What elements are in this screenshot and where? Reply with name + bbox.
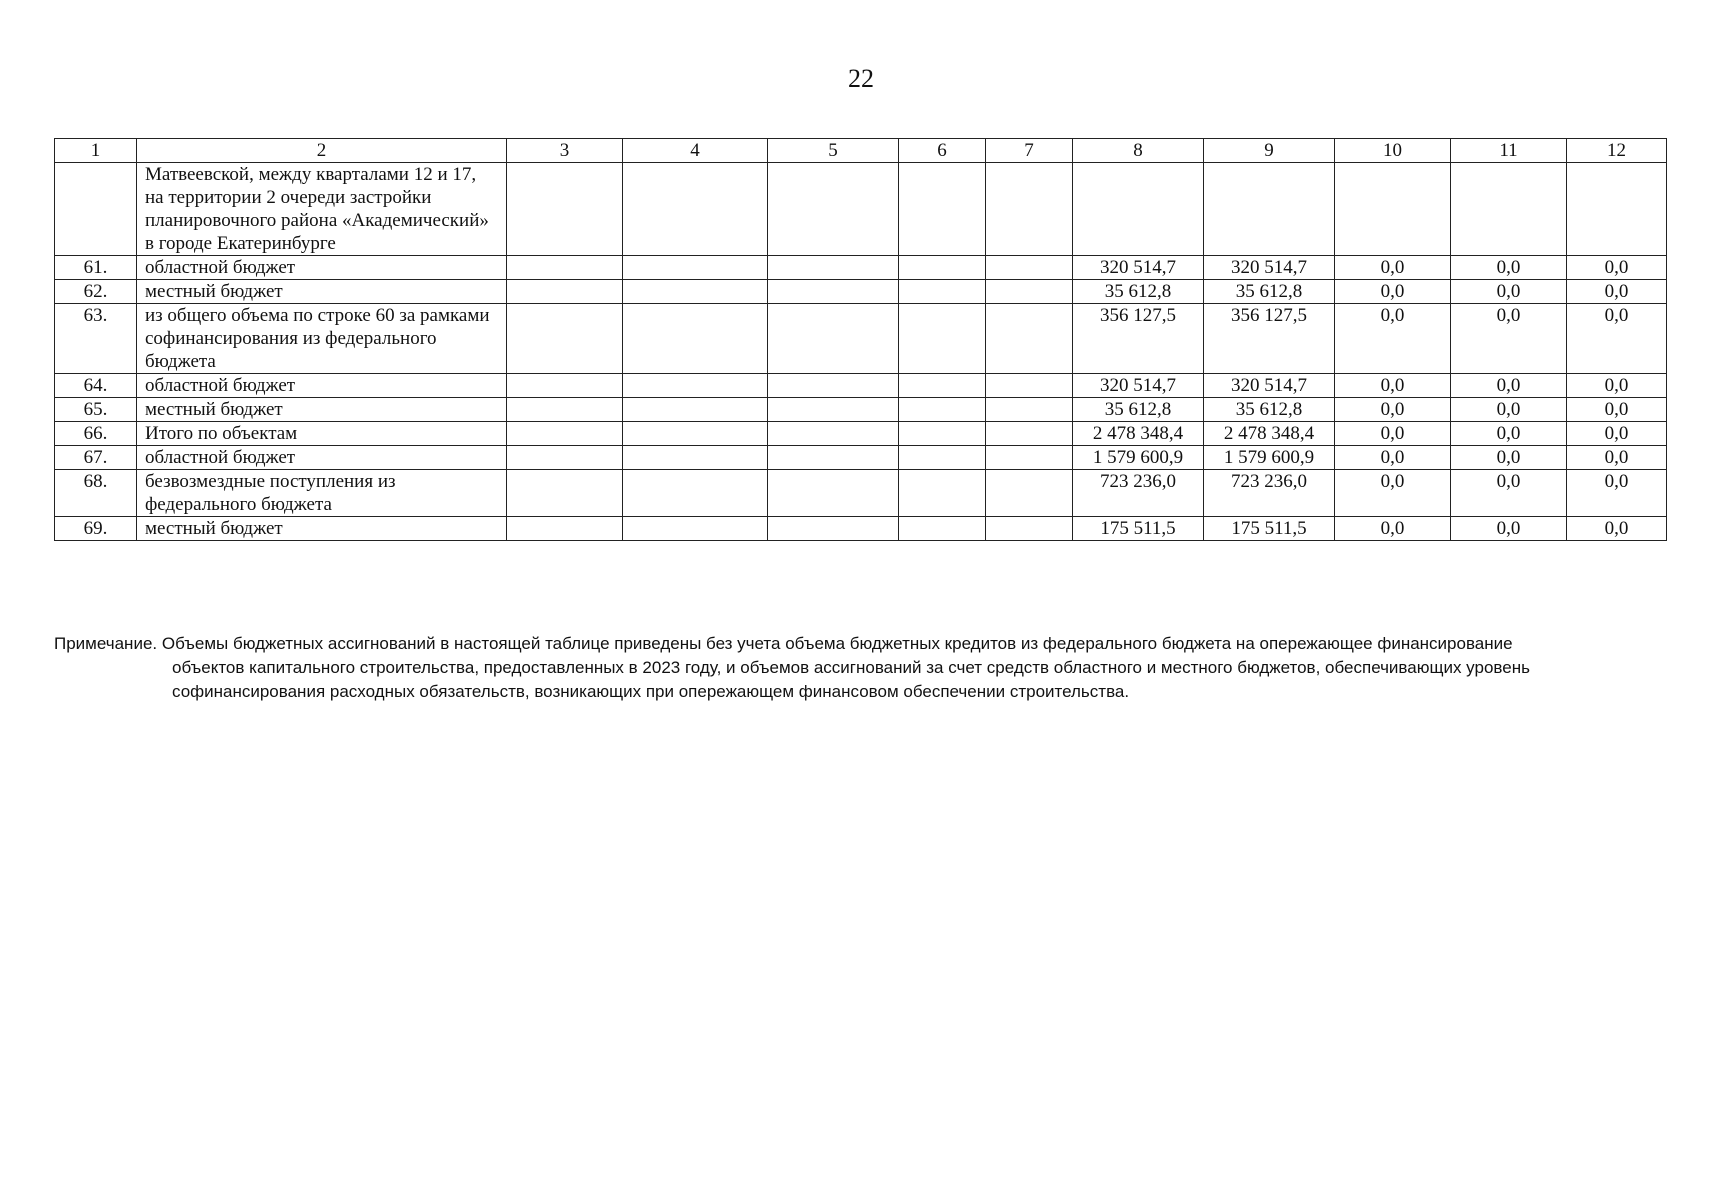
column-header: 9 <box>1204 139 1335 163</box>
value-cell: 2 478 348,4 <box>1204 422 1335 446</box>
page-number: 22 <box>848 64 874 93</box>
table-row <box>55 256 1667 280</box>
value-cell <box>507 280 623 304</box>
table-row <box>55 304 1667 374</box>
column-header: 10 <box>1335 139 1451 163</box>
value-cell: 320 514,7 <box>1073 256 1204 280</box>
value-cell: 0,0 <box>1567 280 1667 304</box>
value-cell: 0,0 <box>1567 446 1667 470</box>
budget-table <box>54 138 1667 541</box>
value-cell: 175 511,5 <box>1073 517 1204 541</box>
value-cell <box>899 256 986 280</box>
value-cell <box>507 446 623 470</box>
value-cell <box>507 256 623 280</box>
value-cell <box>899 446 986 470</box>
column-header: 5 <box>768 139 899 163</box>
value-cell: 0,0 <box>1451 398 1567 422</box>
value-cell <box>623 470 768 517</box>
value-cell: 356 127,5 <box>1204 304 1335 374</box>
row-number: 63. <box>55 304 137 374</box>
value-cell: 0,0 <box>1567 470 1667 517</box>
value-cell: 0,0 <box>1335 446 1451 470</box>
row-label: безвозмездные поступления из федерального бюджета <box>137 470 507 517</box>
column-header: 6 <box>899 139 986 163</box>
value-cell: 320 514,7 <box>1204 256 1335 280</box>
table-row <box>55 446 1667 470</box>
value-cell <box>1073 163 1204 256</box>
value-cell: 175 511,5 <box>1204 517 1335 541</box>
value-cell: 320 514,7 <box>1073 374 1204 398</box>
value-cell <box>623 280 768 304</box>
value-cell: 0,0 <box>1335 374 1451 398</box>
row-label: Матвеевской, между кварталами 12 и 17, на территории 2 очереди застройки планировочного района «Академический» в городе Екатеринбурге <box>137 163 507 256</box>
value-cell: 0,0 <box>1451 280 1567 304</box>
value-cell <box>768 470 899 517</box>
column-header: 4 <box>623 139 768 163</box>
value-cell <box>1451 163 1567 256</box>
table-row <box>55 398 1667 422</box>
value-cell <box>986 470 1073 517</box>
value-cell <box>507 163 623 256</box>
column-header: 11 <box>1451 139 1567 163</box>
value-cell <box>986 280 1073 304</box>
value-cell <box>507 304 623 374</box>
footnote-label: Примечание. <box>54 634 158 653</box>
column-header: 8 <box>1073 139 1204 163</box>
value-cell <box>899 470 986 517</box>
value-cell <box>899 304 986 374</box>
value-cell <box>986 163 1073 256</box>
value-cell <box>623 163 768 256</box>
column-header: 1 <box>55 139 137 163</box>
value-cell <box>507 374 623 398</box>
value-cell <box>986 422 1073 446</box>
value-cell: 35 612,8 <box>1073 398 1204 422</box>
value-cell: 0,0 <box>1335 280 1451 304</box>
row-number: 66. <box>55 422 137 446</box>
value-cell <box>768 374 899 398</box>
value-cell <box>1567 163 1667 256</box>
value-cell: 0,0 <box>1567 422 1667 446</box>
row-label: из общего объема по строке 60 за рамками софинансирования из федерального бюджета <box>137 304 507 374</box>
value-cell <box>1204 163 1335 256</box>
column-header: 3 <box>507 139 623 163</box>
value-cell: 0,0 <box>1451 422 1567 446</box>
footnote-line: объектов капитального строительства, предоставленных в 2023 году, и объемов ассигнований за счет средств областного и местного бюджетов, обеспечивающих уровень <box>172 658 1530 677</box>
value-cell <box>623 422 768 446</box>
row-number: 61. <box>55 256 137 280</box>
value-cell: 0,0 <box>1335 304 1451 374</box>
value-cell <box>986 374 1073 398</box>
value-cell <box>986 256 1073 280</box>
row-number <box>55 163 137 256</box>
table-row <box>55 517 1667 541</box>
value-cell: 0,0 <box>1567 256 1667 280</box>
value-cell: 0,0 <box>1451 517 1567 541</box>
value-cell <box>986 398 1073 422</box>
value-cell: 0,0 <box>1335 470 1451 517</box>
value-cell <box>623 304 768 374</box>
value-cell: 356 127,5 <box>1073 304 1204 374</box>
value-cell <box>899 374 986 398</box>
footnote-line: софинансирования расходных обязательств, возникающих при опережающем финансовом обеспечении строительства. <box>172 682 1130 701</box>
row-label: областной бюджет <box>137 256 507 280</box>
row-label: местный бюджет <box>137 517 507 541</box>
value-cell <box>899 163 986 256</box>
value-cell <box>986 517 1073 541</box>
value-cell: 2 478 348,4 <box>1073 422 1204 446</box>
table-row <box>55 374 1667 398</box>
row-number: 64. <box>55 374 137 398</box>
value-cell: 0,0 <box>1567 374 1667 398</box>
value-cell: 0,0 <box>1567 304 1667 374</box>
value-cell: 1 579 600,9 <box>1204 446 1335 470</box>
value-cell <box>507 422 623 446</box>
value-cell <box>768 304 899 374</box>
row-label: областной бюджет <box>137 374 507 398</box>
value-cell: 0,0 <box>1451 374 1567 398</box>
value-cell: 0,0 <box>1451 470 1567 517</box>
value-cell: 35 612,8 <box>1073 280 1204 304</box>
table-header-row <box>55 139 1667 163</box>
value-cell <box>623 446 768 470</box>
value-cell <box>623 256 768 280</box>
table-row <box>55 422 1667 446</box>
table-row <box>55 280 1667 304</box>
table-row <box>55 470 1667 517</box>
value-cell: 0,0 <box>1335 422 1451 446</box>
value-cell <box>899 422 986 446</box>
value-cell <box>768 422 899 446</box>
value-cell <box>768 517 899 541</box>
value-cell <box>507 470 623 517</box>
value-cell <box>623 517 768 541</box>
row-number: 65. <box>55 398 137 422</box>
column-header: 7 <box>986 139 1073 163</box>
row-label: Итого по объектам <box>137 422 507 446</box>
value-cell: 0,0 <box>1335 256 1451 280</box>
value-cell: 320 514,7 <box>1204 374 1335 398</box>
value-cell <box>507 517 623 541</box>
row-number: 62. <box>55 280 137 304</box>
value-cell: 0,0 <box>1567 517 1667 541</box>
row-number: 67. <box>55 446 137 470</box>
row-number: 68. <box>55 470 137 517</box>
footnote-line: Объемы бюджетных ассигнований в настоящей таблице приведены без учета объема бюджетных кредитов из федерального бюджета на опережающее финансирование <box>161 634 1513 653</box>
value-cell <box>768 256 899 280</box>
row-number: 69. <box>55 517 137 541</box>
value-cell <box>507 398 623 422</box>
value-cell <box>768 398 899 422</box>
column-header: 12 <box>1567 139 1667 163</box>
value-cell <box>1335 163 1451 256</box>
footnote <box>54 632 1666 704</box>
value-cell: 1 579 600,9 <box>1073 446 1204 470</box>
value-cell <box>986 446 1073 470</box>
value-cell: 0,0 <box>1335 517 1451 541</box>
value-cell <box>768 280 899 304</box>
value-cell <box>768 163 899 256</box>
value-cell: 0,0 <box>1335 398 1451 422</box>
row-label: местный бюджет <box>137 398 507 422</box>
value-cell <box>899 517 986 541</box>
value-cell <box>899 398 986 422</box>
table-row <box>55 163 1667 256</box>
column-header: 2 <box>137 139 507 163</box>
value-cell <box>623 398 768 422</box>
value-cell <box>899 280 986 304</box>
row-label: областной бюджет <box>137 446 507 470</box>
value-cell <box>623 374 768 398</box>
value-cell: 0,0 <box>1567 398 1667 422</box>
value-cell: 723 236,0 <box>1073 470 1204 517</box>
value-cell: 0,0 <box>1451 304 1567 374</box>
row-label: местный бюджет <box>137 280 507 304</box>
value-cell: 0,0 <box>1451 446 1567 470</box>
value-cell: 35 612,8 <box>1204 280 1335 304</box>
value-cell <box>768 446 899 470</box>
value-cell: 723 236,0 <box>1204 470 1335 517</box>
value-cell: 35 612,8 <box>1204 398 1335 422</box>
value-cell: 0,0 <box>1451 256 1567 280</box>
value-cell <box>986 304 1073 374</box>
